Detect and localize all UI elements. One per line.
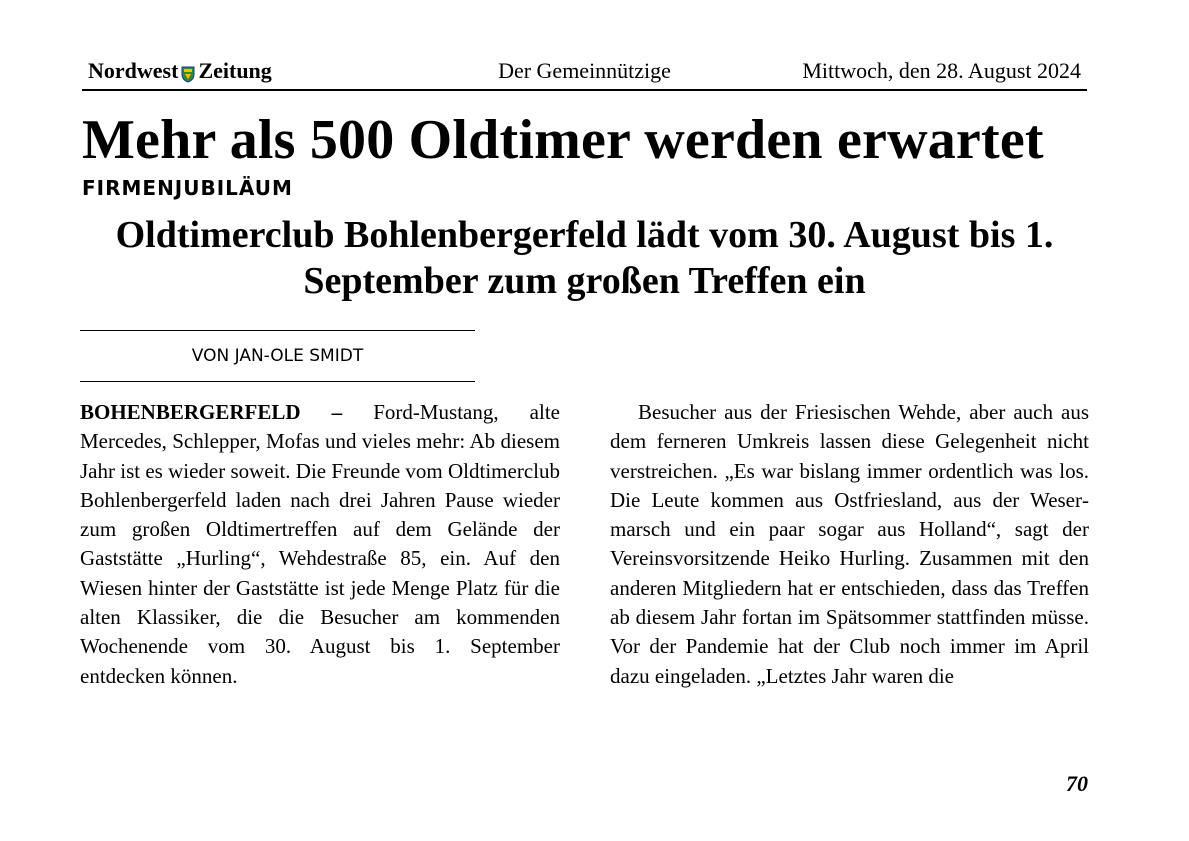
article-column-left <box>80 398 560 691</box>
masthead-center-title: Der Gemeinnützige <box>498 58 671 83</box>
byline-divider-bottom <box>80 381 475 382</box>
brand-name-left: Nordwest <box>88 58 179 83</box>
brand-name-right: Zeitung <box>198 58 272 83</box>
article-paragraph-1 <box>80 398 560 691</box>
article-paragraph-2: Besucher aus der Friesischen Wehde, aber auch aus dem ferneren Umkreis lassen diese Gelegenheit nicht verstreichen. „Es war bislang immer ordentlich was los. Die Leute kommen aus Ostfriesland, aus der Wesermarsch und ein paar sogar aus Holland“, sagt der Vereinsvorsitzende Heiko Hurling. Zusammen mit den anderen Mitgliedern hat er entschieden, dass das Treffen ab diesem Jahr fortan im Spätsommer stattfinden müsse. Vor der Pandemie hat der Club noch immer im April dazu eingeladen. „Letztes Jahr waren die <box>610 400 1089 688</box>
page-number: 70 <box>1066 771 1088 796</box>
article-headline: Mehr als 500 Oldtimer werden erwartet <box>82 109 1044 171</box>
article-subhead: Oldtimerclub Bohlenbergerfeld lädt vom 30. August bis 1. September zum großen Treffen ein <box>115 214 1054 302</box>
article-paragraph-1-text: Ford-Mustang, alte Mercedes, Schlepper, Mofas und vieles mehr: Ab diesem Jahr ist es wieder soweit. Die Freunde vom Oldtimerclub Bohlenbergerfeld laden nach drei Jahren Pause wieder zum großen Oldtimertreffen auf dem Gelände der Gaststätte „Hurling“, Wehdestraße 85, ein. Auf den Wiesen hinter der Gaststätte ist jede Menge Platz für die alten Klassiker, die die Besucher am kommenden Wochenende vom 30. August bis 1. September entdecken können. <box>80 400 560 688</box>
article-kicker: FIRMENJUBILÄUM <box>82 176 293 200</box>
article-byline: VON JAN-OLE SMIDT <box>191 346 364 366</box>
byline-divider-top <box>80 330 475 331</box>
article-dateline: BOHENBERGERFELD – <box>80 400 343 424</box>
issue-date: Mittwoch, den 28. August 2024 <box>802 58 1081 83</box>
article-column-right <box>610 398 1089 691</box>
masthead-divider <box>82 89 1087 91</box>
masthead <box>82 58 1087 88</box>
